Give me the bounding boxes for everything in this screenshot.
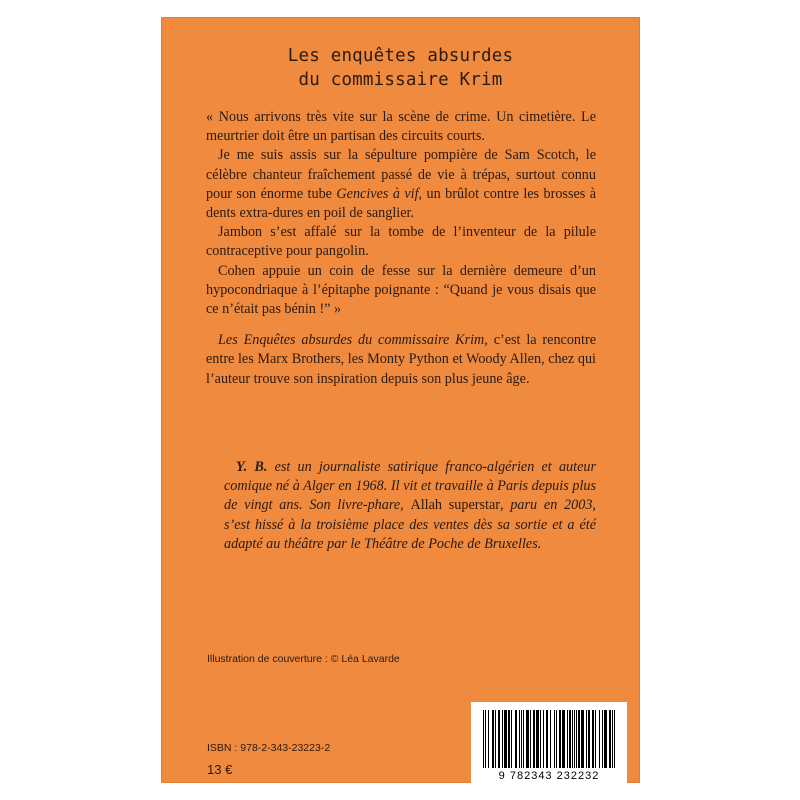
- isbn: ISBN : 978-2-343-23223-2: [207, 742, 331, 754]
- barcode-bar: [546, 710, 548, 768]
- title-line-1: Les enquêtes absurdes: [287, 46, 514, 66]
- barcode-bar: [586, 710, 587, 768]
- barcode-bar: [592, 710, 594, 768]
- price: 13 €: [207, 762, 233, 777]
- barcode-bar: [515, 710, 517, 768]
- blurb-paragraph-1: « Nous arrivons très vite sur la scène de crime. Un cimetière. Le meurtrier doit être un partisan des circuits courts.: [206, 109, 596, 145]
- barcode-bar: [526, 710, 529, 768]
- blurb-p2-text-end: , un brûlot contre les brosses à dents extra-dures en poil de sanglier.: [206, 185, 597, 222]
- barcode-bar: [521, 710, 522, 768]
- barcode-bar: [562, 710, 565, 768]
- barcode-bar: [612, 710, 613, 768]
- barcode-bar: [576, 710, 577, 768]
- blurb-text: [206, 108, 596, 389]
- barcode-bar: [519, 710, 520, 768]
- barcode-bar: [574, 710, 575, 768]
- book-title: [162, 44, 639, 92]
- bio-paragraph: [224, 458, 596, 554]
- barcode-bar: [602, 710, 603, 768]
- back-cover: [162, 18, 639, 782]
- barcode-bar: [492, 710, 494, 768]
- barcode-bar: [614, 710, 615, 768]
- barcode-bar: [483, 710, 484, 768]
- barcode-bar: [599, 710, 600, 768]
- barcode-bars: [481, 710, 617, 770]
- author-bio: [224, 458, 596, 554]
- blurb-paragraph-4: Cohen appuie un coin de fesse sur la dernière demeure d’un hypocondriaque à l’épitaphe poignante : “Quand je vous disais que ce n’était pas bénin !” »: [206, 262, 596, 318]
- barcode-bar: [488, 710, 489, 768]
- blurb-paragraph-3: Jambon s’est affalé sur la tombe de l’inventeur de la pilule contraceptive pour pangolin.: [206, 224, 596, 260]
- barcode-bar: [511, 710, 512, 768]
- barcode-bar: [559, 710, 561, 768]
- blurb-paragraph-5: [206, 331, 596, 389]
- barcode-bar: [536, 710, 539, 768]
- bio-text-1: est un journaliste satirique franco-algérien et auteur comique né à Alger en 1968. Il vit et travaille à Paris depuis plus de vingt ans. Son livre-phare,: [224, 459, 596, 514]
- barcode-bar: [581, 710, 584, 768]
- barcode-bar: [556, 710, 557, 768]
- blurb-p2-text: Je me suis assis sur la sépulture pompière de Sam Scotch, le célèbre chanteur fraîchement passé de vie à trépas, surtout connu pour son énorme tube: [206, 147, 596, 202]
- barcode-bar: [604, 710, 607, 768]
- blurb-paragraph-2: [206, 146, 596, 223]
- barcode: [471, 702, 627, 788]
- barcode-bar: [530, 710, 531, 768]
- barcode-bar: [567, 710, 568, 768]
- barcode-bar: [485, 710, 486, 768]
- barcode-bar: [595, 710, 596, 768]
- barcode-bar: [609, 710, 611, 768]
- blurb-p5-text: , c’est la rencontre entre les Marx Brothers, les Monty Python et Woody Allen, chez qui l’auteur trouve son inspiration depuis son plus jeune âge.: [206, 332, 596, 387]
- barcode-bar: [588, 710, 590, 768]
- bio-text-2: , paru en 2003, s’est hissé à la troisième place des ventes dès sa sortie et a été adapté au théâtre par le Théâtre de Poche de Bruxelles.: [224, 497, 596, 552]
- barcode-bar: [508, 710, 510, 768]
- illustration-credit: Illustration de couverture : © Léa Lavarde: [207, 653, 400, 665]
- song-title: Gencives à vif: [336, 185, 419, 202]
- barcode-bar: [540, 710, 541, 768]
- barcode-bar: [569, 710, 571, 768]
- barcode-digits: 9 782343 232232: [498, 770, 600, 782]
- title-line-2: du commissaire Krim: [298, 70, 503, 90]
- barcode-bar: [502, 710, 503, 768]
- barcode-bar: [504, 710, 507, 768]
- barcode-bar: [523, 710, 524, 768]
- barcode-bar: [572, 710, 573, 768]
- barcode-bar: [495, 710, 496, 768]
- barcode-bar: [554, 710, 555, 768]
- barcode-bar: [533, 710, 535, 768]
- author-name: Y. B.: [236, 459, 268, 475]
- series-title: Les Enquêtes absurdes du commissaire Krim: [218, 332, 485, 349]
- barcode-bar: [498, 710, 500, 768]
- book-name: Allah superstar: [410, 497, 500, 514]
- barcode-bar: [550, 710, 551, 768]
- barcode-bar: [578, 710, 580, 768]
- barcode-bar: [543, 710, 544, 768]
